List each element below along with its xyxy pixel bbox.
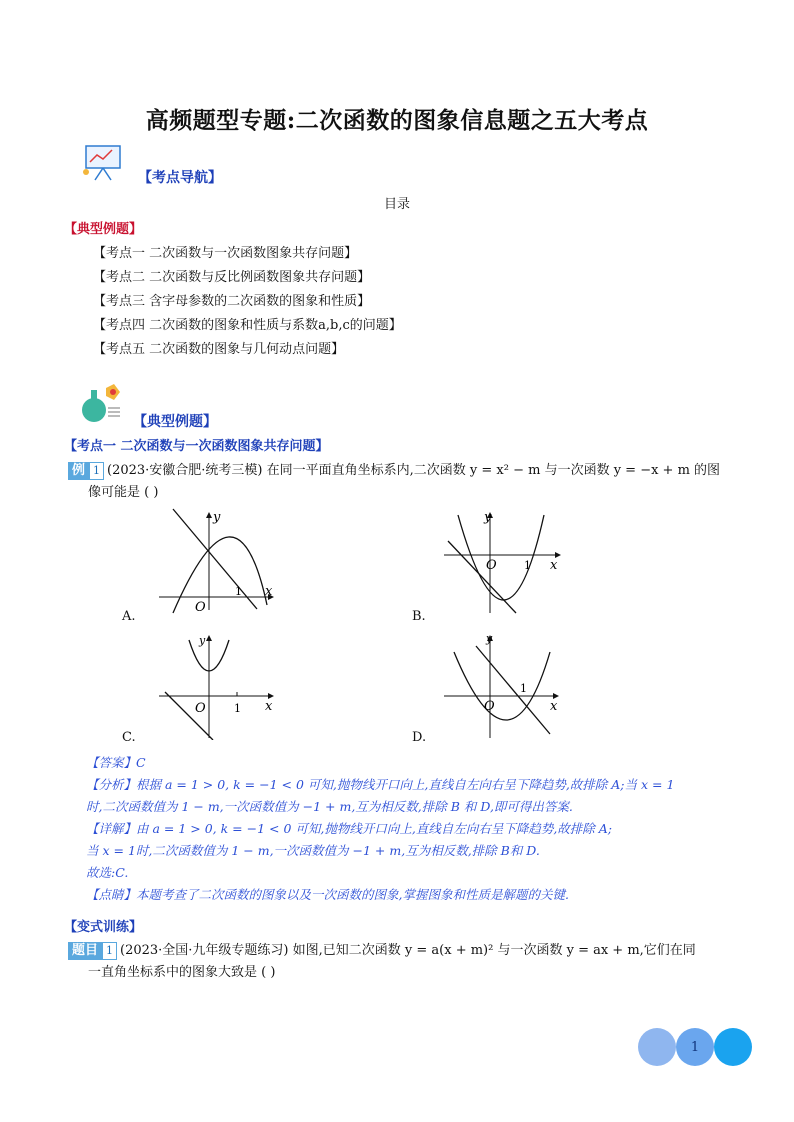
- flask-icon: [80, 384, 124, 426]
- page-circle-right: [714, 1028, 752, 1066]
- one-label: 1: [520, 682, 527, 695]
- toc-item-4[interactable]: 【考点四 二次函数的图象和性质与系数a,b,c的问题】: [93, 318, 402, 333]
- example-badge: 例: [68, 462, 89, 480]
- origin-label: O: [484, 699, 495, 714]
- graph-a[interactable]: [155, 505, 285, 615]
- line: [165, 692, 213, 740]
- analysis-line-1: 【分析】根据 a = 1 > 0, k = −1 < 0 可知,抛物线开口向上,直线自左向右呈下降趋势,故排除 A;当 x = 1: [86, 777, 675, 792]
- page-circle-left: [638, 1028, 676, 1066]
- graph-d[interactable]: [440, 628, 570, 740]
- graph-b[interactable]: [440, 505, 570, 615]
- examples-label: 【典型例题】: [133, 414, 217, 430]
- example-line-1: (2023·安徽合肥·统考三模) 在同一平面直角坐标系内,二次函数 y = x² − m 与一次函数 y = −x + m 的图: [107, 463, 721, 478]
- example-question: [68, 460, 738, 482]
- toc-title: 目录: [383, 197, 410, 212]
- variant-line-1: (2023·全国·九年级专题练习) 如图,已知二次函数 y = a(x + m)² 与一次函数 y = ax + m,它们在同: [120, 943, 696, 958]
- option-d[interactable]: D.: [412, 730, 427, 745]
- x-label: x: [550, 699, 558, 714]
- example-line-2: 像可能是 ( ): [88, 485, 159, 500]
- toc-item-2[interactable]: 【考点二 二次函数与反比例函数图象共存问题】: [93, 270, 371, 285]
- one-label: 1: [235, 585, 242, 598]
- example-number: 1: [89, 462, 104, 480]
- analysis-line-2: 时,二次函数值为 1 − m,一次函数值为 −1 + m,互为相反数,排除 B 和 D,即可得出答案.: [86, 799, 573, 814]
- y-label: y: [213, 510, 221, 525]
- variant-badge: 题目: [68, 942, 102, 960]
- variant-header: 【变式训练】: [64, 920, 143, 935]
- toc-item-5[interactable]: 【考点五 二次函数的图象与几何动点问题】: [93, 342, 345, 357]
- parabola: [458, 515, 544, 600]
- toc-header: 【典型例题】: [64, 222, 143, 237]
- one-label: 1: [234, 702, 241, 715]
- origin-label: O: [195, 701, 206, 716]
- line: [448, 541, 516, 613]
- nav-label: 【考点导航】: [138, 170, 222, 186]
- option-a[interactable]: A.: [122, 609, 136, 624]
- detail-line-2: 当 x = 1时,二次函数值为 1 − m,一次函数值为 −1 + m,互为相反数,排除 B和 D.: [86, 843, 540, 858]
- variant-number: 1: [102, 942, 117, 960]
- variant-question: [68, 940, 738, 962]
- section-heading: 【考点一 二次函数与一次函数图象共存问题】: [64, 439, 329, 454]
- parabola: [173, 537, 267, 613]
- line: [476, 646, 550, 734]
- detail-line-1: 【详解】由 a = 1 > 0, k = −1 < 0 可知,抛物线开口向上,直线自左向右呈下降趋势,故排除 A;: [86, 821, 613, 836]
- x-label: x: [550, 558, 558, 573]
- graph-c[interactable]: [155, 628, 285, 740]
- origin-label: O: [486, 558, 497, 573]
- y-label: y: [199, 634, 206, 647]
- comment-line: 【点睛】本题考查了二次函数的图象以及一次函数的图象,掌握图象和性质是解题的关键.: [86, 887, 569, 902]
- toc-item-3[interactable]: 【考点三 含字母参数的二次函数的图象和性质】: [93, 294, 371, 309]
- option-b[interactable]: B.: [412, 609, 426, 624]
- answer: 【答案】C: [86, 755, 146, 770]
- whiteboard-icon: [80, 142, 126, 182]
- x-label: x: [265, 699, 273, 714]
- page-title: 高频题型专题:二次函数的图象信息题之五大考点: [145, 107, 649, 134]
- variant-line-2: 一直角坐标系中的图象大致是 ( ): [88, 965, 276, 980]
- y-label: y: [486, 632, 493, 645]
- x-label: x: [265, 584, 273, 599]
- page-number: 1: [676, 1028, 714, 1066]
- parabola: [454, 652, 550, 720]
- one-label: 1: [524, 559, 531, 572]
- toc-item-1[interactable]: 【考点一 二次函数与一次函数图象共存问题】: [93, 246, 358, 261]
- option-c[interactable]: C.: [122, 730, 136, 745]
- origin-label: O: [195, 600, 206, 615]
- choose-line: 故选:C.: [86, 865, 129, 880]
- y-label: y: [484, 510, 492, 525]
